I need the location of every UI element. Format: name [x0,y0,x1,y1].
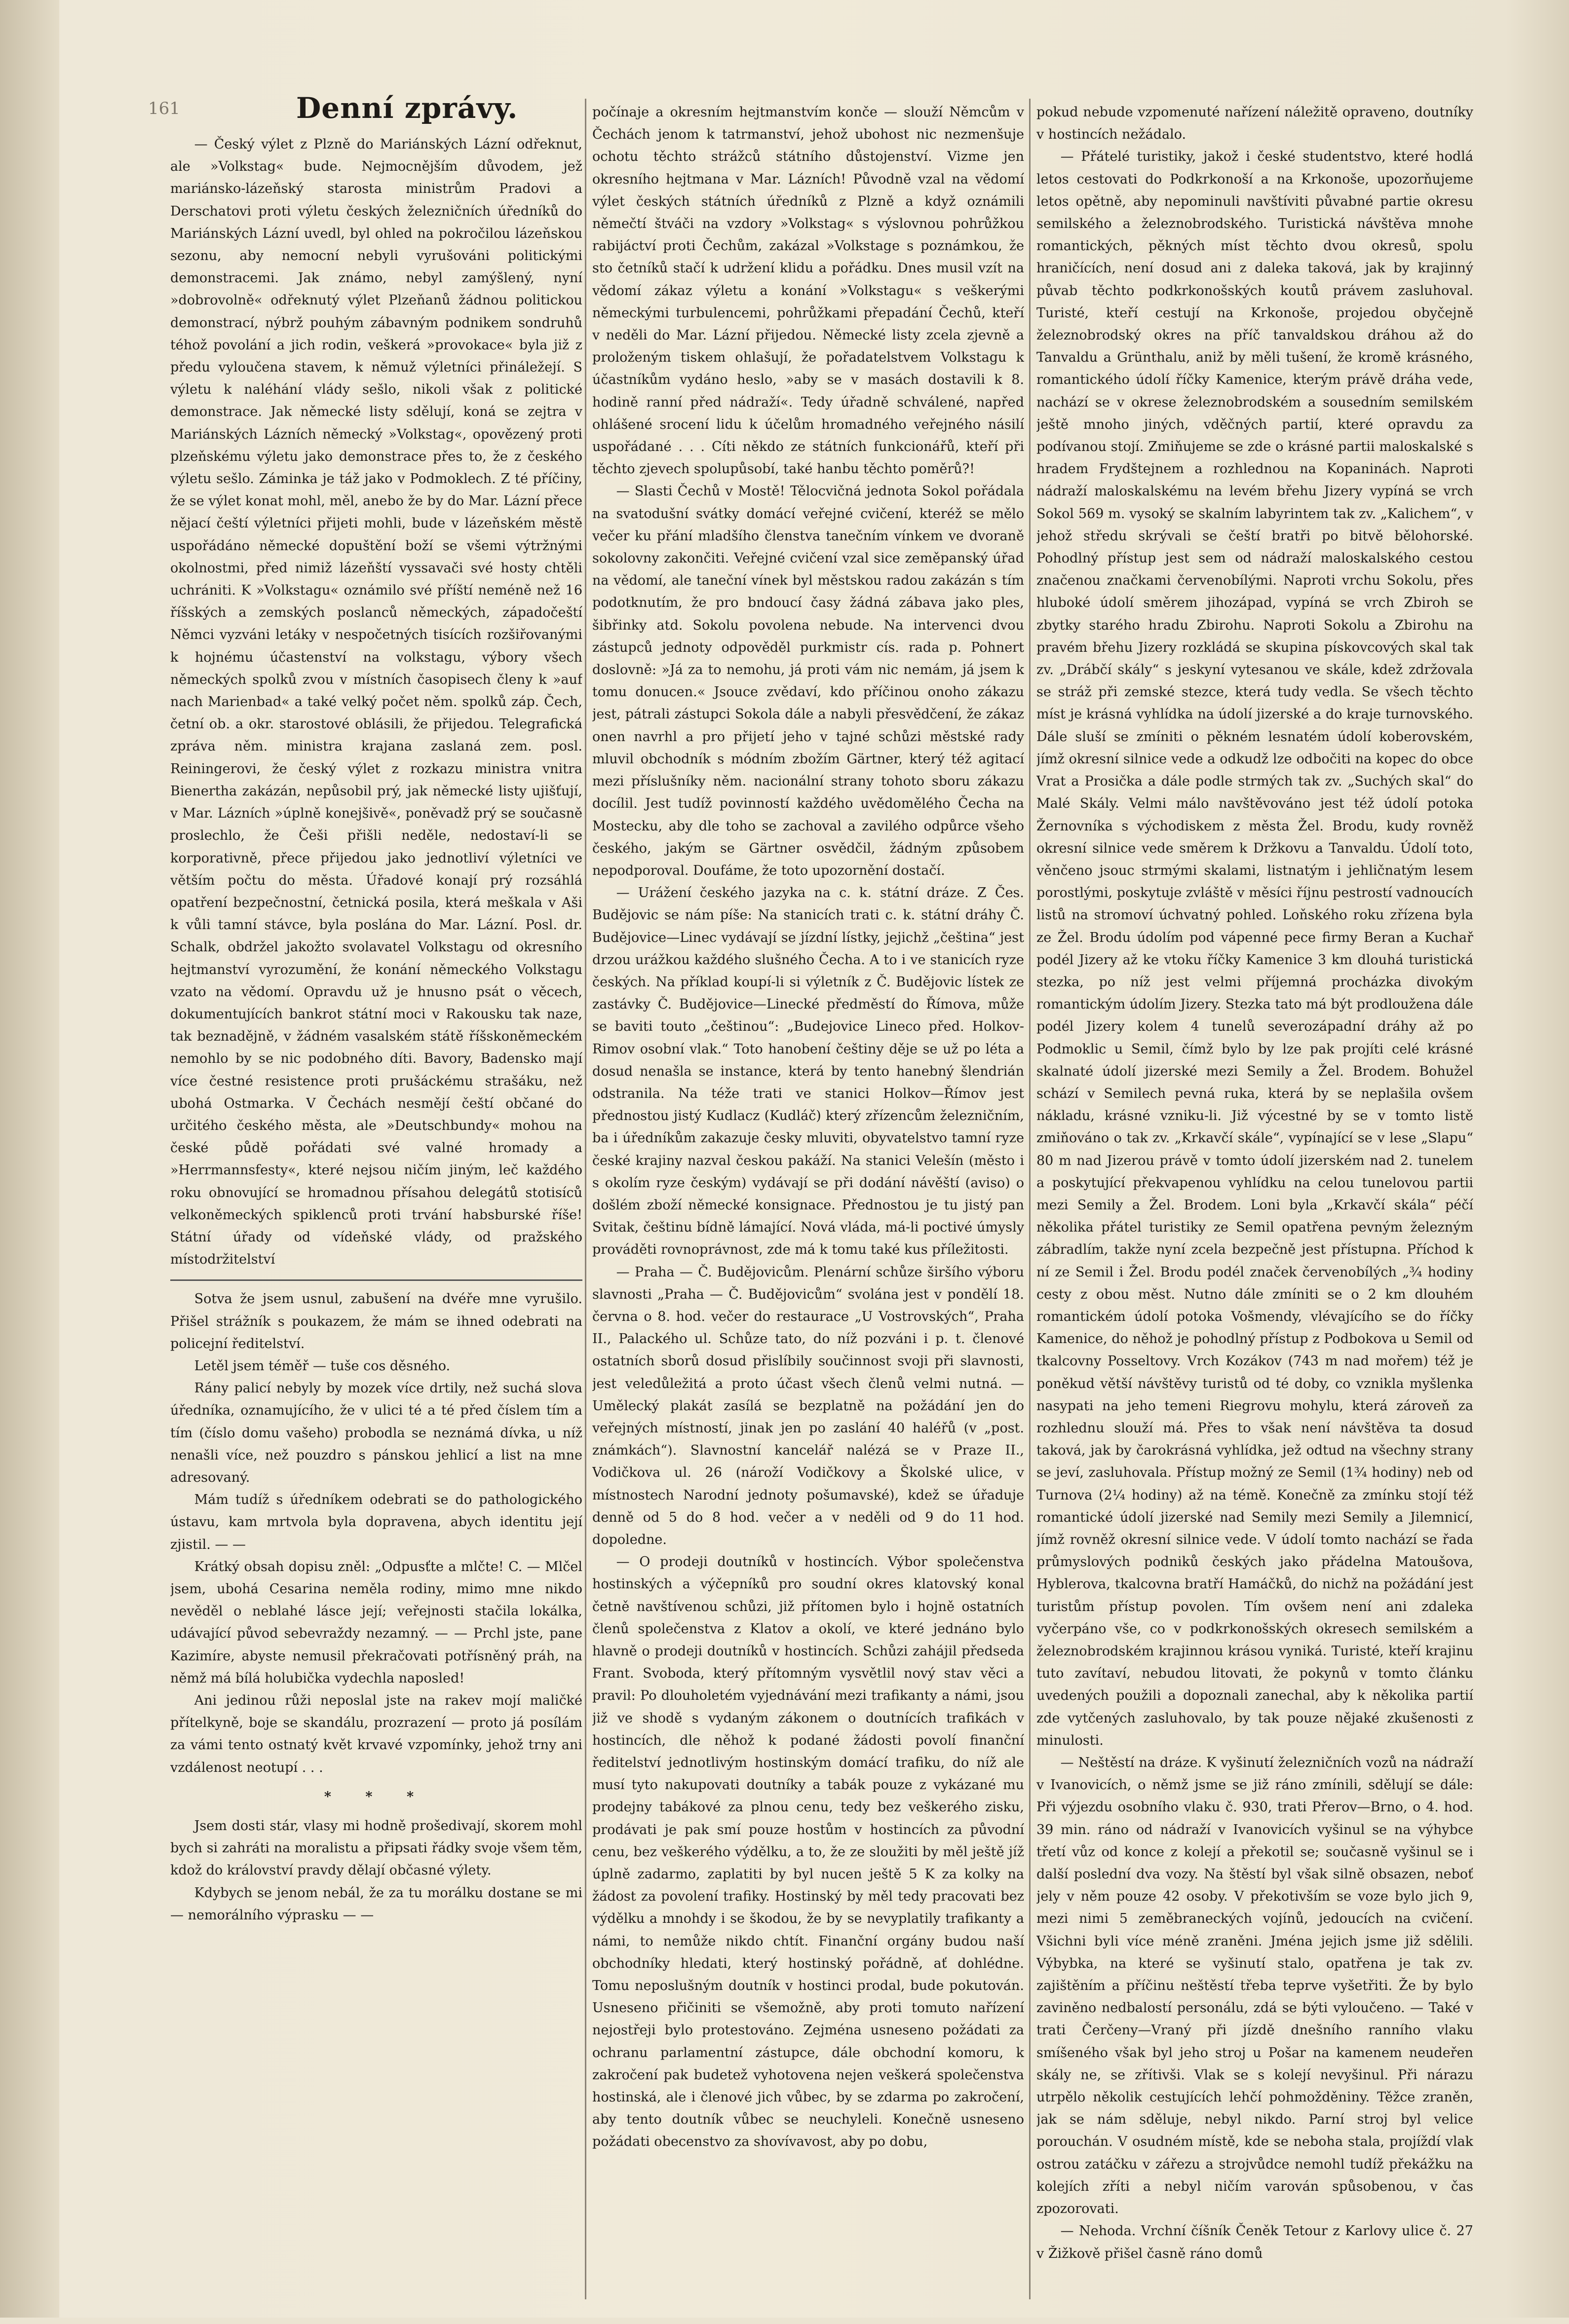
section-stars: * * * [324,1789,429,1804]
article-prodej-doutniku: — O prodeji doutníků v hostincích. Výbor společenstva hostinských a výčepníků pro soudní okres klatovský konal četně navštívenou schůzi, již přítomen bylo i hojně ostatních členů společenstva z Klatov a okolí, ve které jednáno bylo hlavně o prodeji doutníků v hostincích. Schůzi zahájil předseda Frant. Svoboda, který přítomným vysvětlil nový stav věci a pravil: Po dlouholetém vyjednávání mezi trafikanty a námi, jsou již ve shodě s vydaným zákonem o doutnících trafikách v hostincích, dle něhož k podané žádosti povolí finanční ředitelství jednotlivým hostinským domácí trafiku, do níž ale musí tyto nakupovati doutníky a tabák pouze z vykázané mu prodejny tabákové za plnou cenu, tedy bez veškerého zisku, prodávati je pak smí pouze hostům v hostincích za původní cenu, bez veškerého výdělku, a to, že ze sloužiti by měl ještě jíž úplně zadarmo, zaplatiti by byl nucen ještě 5 K za kolky na žádost za povolení trafiky. Hostinský by měl tedy pracovati bez výdělku a mnohdy i se škodou, že by se nevyplatily trafikanty a námi, to nemůže nikdo chtít. Finanční orgány budou naší obchodníky hledati, který hostinský pořádně, ať dohlédne. Tomu neposlušným doutník v hostinci prodal, bude pokutován. Usneseno přičiniti se všemožně, aby proti tomuto nařízení nejostřeji bylo protestováno. Zejména usneseno požádati za ochranu parlamentní zástupce, dále obchodní komoru, k zakročení pak budetež vyhotovena nejen veškerá společenstva hostinská, ale i členové jich vůbec, by se zdarma po zakročení, aby tento doutník vůbec se neuchyleli. Konečně usneseno požádati obecenstvo za shovívavost, aby po dobu, [592,1554,1024,2150]
feuilleton-paragraph: Krátký obsah dopisu zněl: „Odpusťte a mlčte! C. — Mlčel jsem, ubohá Cesarina neměla rodiny, mimo mne nikdo nevěděl o neblahé lásce její; veřejnosti stačila lokálka, udávající původ sebevraždy nezamný. — — Prchl jste, pane Kazimíre, abyste nemusil překračovati potřísněný práh, na němž má bílá holubička vydechla naposled! [170,1559,582,1686]
article-continuation: počínaje a okresním hejtmanstvím konče — slouží Němcům v Čechách jenom k tatrmanství, jehož ubohost nic nezmenšuje ochotu těchto strážců státního důstojenství. Vizme jen okresního hejtmana v Mar. Lázních! Původně vzal na vědomí výlet českých státních úředníků z Plzně a když oznámili němečtí štváči na vzdory »Volkstag« s výslovnou pohrůžkou rabijáctví proti Čechům, zakázal »Volkstage s poznámkou, že sto četníků stačí k udržení klidu a pořádku. Dnes musil vzít na vědomí zákaz výletu a konání »Volkstagu« s veškerými německými turbulencemi, pohrůžkami přepadání Čechů, kteří v neděli do Mar. Lázní přijedou. Německé listy zcela zjevně a proloženým tiskem ohlašují, že pořadatelstvem Volkstagu k účastníkům vydáno heslo, »aby se v masách dostavili k 8. hodině ranní před nádraží«. Tedy úřadně schválené, napřed ohlášené srocení lidu k účelům hromadného veřejného násilí uspořádané . . . Cíti někdo ze státních funkcionářů, kteří při těchto zjevech spolupůsobí, také hanbu těchto poměrů?! [592,105,1024,477]
page-binding-edge [0,0,59,2318]
feuilleton-paragraph: Rány palicí nebyly by mozek více drtily, než suchá slova úředníka, oznamujícího, že v ulici té a té před číslem tím a tím (číslo domu vašeho) probodla se neznámá dívka, u níž nenašli více, než pouzdro s pánskou jehlicí a list na mne adresovaný. [170,1381,582,1485]
column-1 [170,133,582,2324]
column-2 [592,101,1024,2292]
feuilleton-paragraph: Letěl jsem téměř — tuše cos děsného. [194,1358,451,1374]
article-praha-budejovicum: — Praha — Č. Budějovicům. Plenární schůze širšího výboru slavnosti „Praha — Č. Budějovicům“ svolána jest v pondělí 18. června o 8. hod. večer do restaurace „U Vostrovských“, Praha II., Palackého ul. Schůze tato, do níž pozváni i p. t. členové ostatních sborů dosud přislíbily součinnost svoji při slavnosti, jest veledůležitá a proto účast všech členů velmi nutná. — Umělecký plakát zasílá se bezplatně na požádání jen do veřejných místností, jinak jen po zaslání 40 haléřů (v „post. známkách“). Slavnostní kancelář nalézá se v Praze II., Vodičkova ul. 26 (nároží Vodičkovy a Školské ulice, v místnostech Narodní jednoty pošumavské), kdež se úřaduje denně od 5 do 8 hod. večer a v neděli od 9 do 11 hod. dopoledne. [592,1264,1024,1547]
feuilleton-paragraph: Kdybych se jenom nebál, že za tu morálku dostane se mi — nemorálního výprasku — — [170,1885,582,1923]
section-heading: Denní zprávy. [296,91,518,125]
article-continuation: pokud nebude vzpomenuté nařízení náležitě opraveno, doutníky v hostincích nežádalo. [1036,105,1473,143]
feuilleton-paragraph: Ani jedinou růži neposlal jste na rakev mojí maličké přítelkyně, boje se skandálu, prozrazení — proto já posílám za vámi tento ostnatý květ krvavé vzpomínky, jehož trny ani vzdálenost neotupí . . . [170,1693,582,1775]
article-nestesti-na-draze: — Neštěstí na dráze. K vyšinutí železničních vozů na nádraží v Ivanovicích, o němž jsme se již ráno zmínili, sdělují se dále: Při výjezdu osobního vlaku č. 930, trati Přerov—Brno, o 4. hod. 39 min. ráno od nádraží v Ivanovicích vyšinul se na výhybce třetí vůz od konce z kolejí a překotil se; současně vyšinul se i další poslední dva vozy. Na štěstí byl však silně obsazen, neboť jely v něm pouze 42 osoby. V překotivším se voze bylo jich 9, mezi nimi 5 zeměbraneckých vojínů, jedoucích na cvičení. Všichni byli více méně zraněni. Jména jejich jsme již sdělili. Výbybka, na které se vyšinutí stalo, opatřena je tak zv. zajištěním a příčinu neštěstí třeba teprve vyšetřiti. Že by bylo zaviněno nedbalostí personálu, zdá se býti vyloučeno. — Také v trati Čerčeny—Vraný při jízdě dnešního ranního vlaku smíšeného však byl jeho stroj u Pošar na kamenem neudeřen skály ne, se zřítivši. Vlak se s kolejí nevyšinul. Při nárazu utrpělo několik cestujících lehčí pohmožděniny. Těžce zraněn, jak se nám sděluje, nebyl nikdo. Parní stroj byl velice porouchán. V osudném místě, kde se neboha stala, projíždí vlak ostrou zatáčku v zářezu a strojvůdce nemohl tudíž překážku na kolejích zříti a nebyl ničím varován spůsobenou, v čas zpozorovati. [1036,1755,1473,2217]
column-rule-1 [585,99,586,2299]
feuilleton-divider [170,1279,582,1281]
feuilleton-paragraph: Jsem dosti stár, vlasy mi hodně prošedivají, skorem mohl bych si zahráti na moralistu a připsati řádky svoje všem těm, kdož do království pravdy dělají občasné výlety. [170,1818,582,1878]
article-pratele-turistiky: — Přátelé turistiky, jakož i české studentstvo, které hodlá letos cestovati do Podkrkonoší a na Krkonoše, upozorňujeme letos opětně, aby nepominuli navštíviti půvabné partie okresu semilského a železnobrodského. Turistická návštěva mnohe romantických, pěkných míst těchto dvou okresů, spolu hraničících, není dosud ani z daleka taková, jak by krajinný půvab těchto podkrkonošských koutů právem zasluhoval. Turisté, kteří cestují na Krkonoše, projedou obyčejně železnobrodský okres na příč tanvaldskou dráhou až do Tanvaldu a Grünthalu, aniž by měli tušení, že kromě krásného, romantického údolí říčky Kamenice, kterým právě dráha vede, nachází se v okrese železnobrodském a sousedním semilském ještě mnoho jiných, vděčných partií, které opravdu za podívanou stojí. Zmiňujeme se zde o krásné partii maloskalské s hradem Frydštejnem a rozhlednou na Kopaninách. Naproti nádraží maloskalskému na levém břehu Jizery vypíná se vrch Sokol 569 m. vysoký se skalním labyrintem tak zv. „Kalichem“, v jehož středu skrývali se čeští bratři po bitvě bělohorské. Pohodlný přístup jest sem od nádraží maloskalského cestou značenou značkami červenobílými. Naproti vrchu Sokolu, přes hluboké údolí směrem jihozápad, vypíná se vrch Zbiroh se zbytky starého hradu Zbirohu. Naproti Sokolu a Zbirohu na pravém břehu Jizery rozkládá se skupina pískovcových skal tak zv. „Drábčí skály“ s jeskyní vytesanou ve skále, kdež zdržovala se stráž při zemské stezce, která tudy vedla. Se všech těchto míst je krásná vyhlídka na údolí jizerské a do kraje turnovského. Dále sluší se zmíniti o pěkném lesnatém údolí koberovském, jímž okresní silnice vede a odkudž lze odbočiti na kopec do obce Vrat a Prosička a dále podle strmých tak zv. „Suchých skal“ do Malé Skály. Velmi málo navštěvováno jest též údolí potoka Žernovníka s východiskem z města Žel. Brodu, kudy rovněž okresní silnice vede směrem k Držkovu a Tanvaldu. Údolí toto, věnčeno jsouc strmými skalami, listnatým i jehličnatým lesem porostlými, poskytuje zvláště v měsíci říjnu pestrostí vadnoucích listů na stromoví úchvatný pohled. Loňského roku zřízena byla ze Žel. Brodu údolím pod vápenné pece firmy Beran a Kuchař podél Jizery až ke vtoku říčky Kamenice 3 km dlouhá turistická stezka, po níž jest velmi příjemná procházka divokým romantickým údolím Jizery. Stezka tato má být prodloužena dále podél Jizery kolem 4 tunelů severozápadní dráhy až po Podmoklic u Semil, čímž bylo by lze pak projíti celé krásné skalnaté údolí jizerské mezi Semily a Žel. Brodem. Bohužel schází v Semilech pevná ruka, která by se neplašila ovšem nákladu, krásné vzniku-li. Již výcestné by se v tomto listě zmiňováno o tak zv. „Krkavčí skále“, vypínající se v lese „Slapu“ 80 m nad Jizerou právě v tomto údolí jizerském nad 2. tunelem a poskytující překvapenou vyhlídku na celou tunelovou partii mezi Semily a Žel. Brodem. Loni byla „Krkavčí skála“ péčí několika přátel turistiky ze Semil opatřena pevným železným zábradlím, takže nyní zcela bezpečně jest přístupna. Příchod k ní ze Semil i Žel. Brodu podél značek červenobílých „¾ hodiny cesty z obou měst. Nutno dále zmíniti se o 2 km dlouhém romantickém údolí potoka Vošmendy, vlévajícího se do říčky Kamenice, do něhož je pohodlný přístup z Podbokova u Semil od tkalcovny Posseltovy. Vrch Kozákov (743 m nad mořem) též je poněkud větší návštěvy turistů od té doby, co vznikla myšlenka nasypati na jeho temeni Riegrovu mohylu, která zároveň za rozhlednu slouží má. Přes to však není návštěva ta dosud taková, jak by čarokrásná vyhlídka, jež odtud na všechny strany se jeví, zasluhovala. Přístup možný ze Semil (1¾ hodiny) neb od Turnova (2¼ hodiny) až na témě. Konečně za zmínku stojí též romantické údolí jizerské nad Semily mezi Semily a Jilemnicí, jímž rovněž okresní silnice vede. V údolí tomto nachází se řada průmyslových podniků českých jako přádelna Matoušova, Hyblerova, tkalcovna bratří Hamáčků, do nichž na požádání jest turistům přístup povolen. Tím ovšem není ani zdaleka vyčerpáno vše, co v podkrkonošských okresech semilském a železnobrodském krajinnou krásou vyniká. Turisté, kteří krajinu tuto zavítaví, nebudou litovati, že pokynů v tomto článku uvedených použili a dopoznali zanechal, aby k několika partií zde vytčených zasluhovalo, by tak pouze nějaké zkušenosti z minulosti. [1036,149,1473,1748]
article-nehoda: — Nehoda. Vrchní číšník Čeněk Tetour z Karlovy ulice č. 27 v Žižkově přišel časně ráno domů [1036,2223,1473,2261]
feuilleton-paragraph: Mám tudíž s úředníkem odebrati se do pathologického ústavu, kam mrtvola byla dopravena, abych identitu její zjistil. — — [170,1492,582,1552]
column-3 [1036,101,1473,2292]
feuilleton-paragraph: Sotva že jsem usnul, zabušení na dvéře mne vyrušilo. Přišel strážník s poukazem, že mám se ihned odebrati na policejní ředitelství. [170,1291,582,1351]
article-slasti-cechu: — Slasti Čechů v Mostě! Tělocvičná jednota Sokol pořádala na svatodušní svátky domácí veřejné cvičení, kteréž se mělo večer ku přání mladšího členstva tanečním vínkem ve dvoraně sokolovny zakončiti. Veřejné cvičení vzal sice zeměpanský úřad na vědomí, ale taneční vínek byl městskou radou zakázán s tím podotknutím, že pro bndoucí časy žádná zábava jako ples, šibřinky atd. Sokolu povolena nebude. Na intervenci dvou zástupců jednoty odpověděl purkmistr cís. rada p. Pohnert doslovně: »Já za to nemohu, já proti vám nic nemám, já jsem k tomu donucen.« Jsouce zvědaví, kdo příčinou onoho zákazu jest, pátrali zástupci Sokola dále a nabyli přesvědčení, že zákaz onen navrhl a pro přijetí jeho v tajné schůzi městské rady mluvil obchodník s módním zbožím Gärtner, který též agitací mezi příslušníky něm. nacionální strany tohoto sboru zákazu docílil. Jest tudíž povinností každého uvědomělého Čecha na Mostecku, aby dle toho se zachoval a zavilého odpůrce všeho českého, jakým se Gärtner osvědčil, žádným způsobem nepodporoval. Doufáme, že toto upozornění dostačí. [592,484,1024,878]
column-rule-2 [1029,99,1031,2299]
article-urazeni-jazyka: — Urážení českého jazyka na c. k. státní dráze. Z Čes. Budějovic se nám píše: Na stanicích trati c. k. státní dráhy Č. Budějovice—Linec vydávají se jízdní lístky, jejichž „čeština“ jest drzou urážkou každého slušného Čecha. A to i ve stanicích ryze českých. Na příklad koupí-li si výletník z Č. Budějovic lístek ze zastávky Č. Budějovice—Linecké předměstí do Římova, může se baviti touto „češtinou“: „Budejovice Lineco před. Holkov-Rimov osobní vlak.“ Toto hanobení češtiny děje se už po léta a dosud nenašla se instance, která by tento hanebný šlendrián odstranila. Na téže trati ve stanici Holkov—Římov jest přednostou jistý Kudlacz (Kudláč) který zřízencům železničním, ba i úředníkům zakazuje česky mluviti, obyvatelstvo tamní ryze české krajiny nazval českou pakáží. Na stanici Velešín (město i s okolím ryze českým) vydávají se při dodání návěští (aviso) o došlém zboží německé konsignace. Přednostou je tu jistý pan Svitak, češtinu bídně lámající. Nová vláda, má-li poctivé úmysly prováděti rovnoprávnost, zde má k tomu také kus příležitosti. [592,885,1024,1258]
article-cesky-vylet: — Český výlet z Plzně do Mariánských Lázní odřeknut, ale »Volkstag« bude. Nejmocnějším důvodem, jež mariánsko-lázeňský starosta ministrům Pradovi a Derschatovi proti výletu českých železničních úředníků do Mariánských Lázní uvedl, byl ohled na pokročilou lázeňskou sezonu, aby nemocní nebyli vyrušováni politickými demonstracemi. Jak známo, nebyl zamýšlený, nyní »dobrovolně« odřeknutý výlet Plzeňanů žádnou politickou demonstrací, nýbrž pouhým zábavným podnikem sondruhů téhož povolání a jich rodin, veškerá »provokace« byla již z předu vyloučena stavem, k němuž výletníci přináležejí. S výletu k naléhání vlády sešlo, nikoli však z politické demonstrace. Jak německé listy sdělují, koná se zejtra v Mariánských Lázních německý »Volkstag«, opovězený proti plzeňskému výletu jako demonstrace přes to, že z českého výletu sešlo. Záminka je táž jako v Podmoklech. Z té příčiny, že se výlet konat mohl, měl, anebo že by do Mar. Lázní přece nějací čeští výletníci přijeti mohli, bude v lázeňském městě uspořádáno německé dopuštění boží se všemi výtržnými okolnostmi, před nimiž lázeňští vyssavači své hosty chtěli uchrániti. K »Volkstagu« oznámilo své příští neméně než 16 říšských a zemských poslanců německých, západočeští Němci vyzváni letáky v nespočetných tisících rozšiřovanými k hojnému účastenství na volkstagu, výbory všech německých spolků zvou v místních časopisech členy k »auf nach Marienbad« a také velký počet něm. spolků záp. Čech, četní ob. a okr. starostové oblásili, že přijedou. Telegrafická zpráva něm. ministra krajana zaslaná zem. posl. Reiningerovi, že český výlet z rozkazu ministra vnitra Bienertha zakázán, nepůsobil prý, jak německé listy ujišťují, v Mar. Lázních »úplně konejšivě«, poněvadž prý se současně proslechlo, že Češi přišli neděle, nedostaví-li se korporativně, přece přijedou jako jednotliví výletníci ve větším počtu do města. Úřadové konají prý rozsáhlá opatření bezpečnostní, četnická posila, která meškala v Aši k vůli tamní stávce, byla poslána do Mar. Lázní. Posl. dr. Schalk, obdržel jakožto svolavatel Volkstagu od okresního hejtmanství vyrozumění, že konání německého Volkstagu vzato na vědomí. Opravdu už je hnusno psát o věcech, dokumentujících bankrot státní moci v Rakousku tak naze, tak beznadějně, v žádném vasalském státě říšskoněmeckém nemohlo by se nic podobného díti. Bavory, Badensko mají více čestné resistence proti prušáckému strašáku, než ubohá Ostmarka. V Čechách nesmějí čeští občané do určitého českého města, ale »Deutschbundy« mohou na české půdě pořádati své valné hromady a »Herrmannsfesty«, které nejsou ničím jiným, leč každého roku obnovující se hromadnou přísahou delegátů stotisíců velkoněmeckých spiklenců proti trvání habsburské říše! Státní úřady od vídeňské vlády, od pražského místodržitelství [170,137,582,1268]
page-number-fragment: 161 [148,99,180,118]
